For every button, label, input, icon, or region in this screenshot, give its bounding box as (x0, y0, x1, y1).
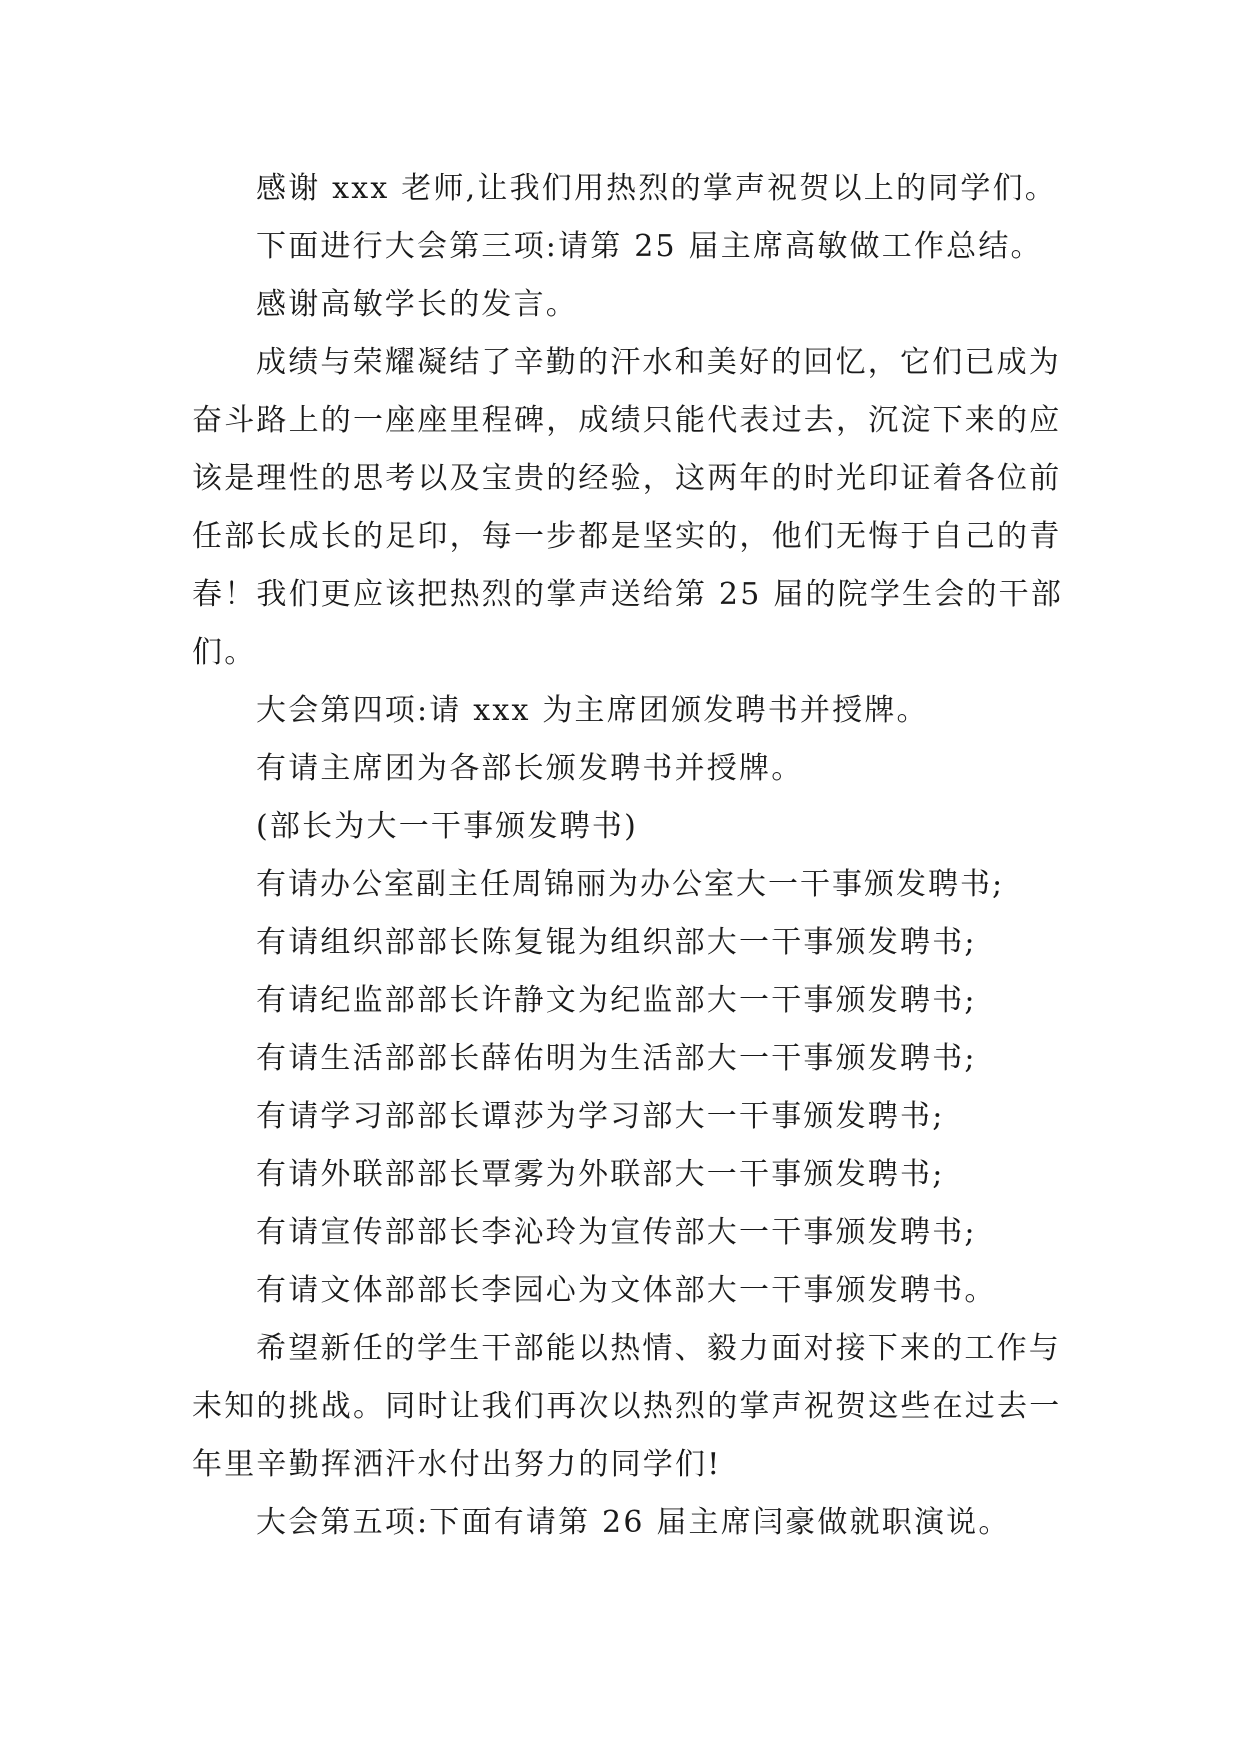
paragraph-life-appointment: 有请生活部部长薛佑明为生活部大一干事颁发聘书; (256, 1041, 977, 1076)
paragraph-discipline-appointment: 有请纪监部部长许静文为纪监部大一干事颁发聘书; (256, 983, 977, 1018)
paragraph-sports-appointment: 有请文体部部长李园心为文体部大一干事颁发聘书。 (256, 1273, 997, 1308)
paragraph-thanks-gaomin: 感谢高敏学长的发言。 (256, 287, 578, 322)
paragraph-office-appointment: 有请办公室副主任周锦丽为办公室大一干事颁发聘书; (256, 867, 1005, 902)
paragraph-achievements: 成绩与荣耀凝结了辛勤的汗水和美好的回忆，它们已成为奋斗路上的一座座里程碑，成绩只能代表过去，沉淀下来的应该是理性的思考以及宝贵的经验，这两年的时光印证着各位前任部长成长的足印，每一步都是坚实的，他们无悔于自己的青春！我们更应该把热烈的掌声送给第 25 届的院学生会的干部们。 (192, 345, 1064, 670)
paragraph-publicity-appointment: 有请宣传部部长李沁玲为宣传部大一干事颁发聘书; (256, 1215, 977, 1250)
document-body (192, 160, 1072, 1552)
paragraph-agenda-item-4: 大会第四项:请 xxx 为主席团颁发聘书并授牌。 (256, 693, 929, 728)
paragraph-agenda-item-3: 下面进行大会第三项:请第 25 届主席高敏做工作总结。 (256, 229, 1043, 264)
paragraph-invite-presidium: 有请主席团为各部长颁发聘书并授牌。 (256, 751, 804, 786)
paragraph-liaison-appointment: 有请外联部部长覃雾为外联部大一干事颁发聘书; (256, 1157, 945, 1192)
paragraph-ministers-note: (部长为大一干事颁发聘书) (256, 809, 639, 844)
paragraph-agenda-item-5: 大会第五项:下面有请第 26 届主席闫豪做就职演说。 (256, 1505, 1011, 1540)
paragraph-thanks-teacher: 感谢 xxx 老师,让我们用热烈的掌声祝贺以上的同学们。 (256, 171, 1057, 206)
paragraph-organization-appointment: 有请组织部部长陈复锟为组织部大一干事颁发聘书; (256, 925, 977, 960)
paragraph-study-appointment: 有请学习部部长谭莎为学习部大一干事颁发聘书; (256, 1099, 945, 1134)
paragraph-hope-new-cadres: 希望新任的学生干部能以热情、毅力面对接下来的工作与未知的挑战。同时让我们再次以热烈的掌声祝贺这些在过去一年里辛勤挥洒汗水付出努力的同学们! (192, 1331, 1062, 1482)
